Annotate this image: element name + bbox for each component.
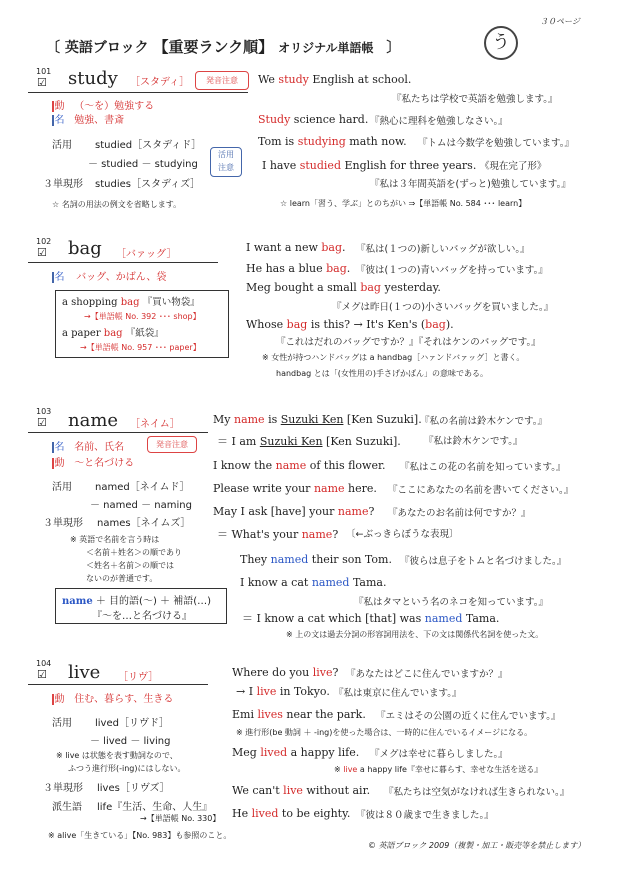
entry-note: ☆ learn「習う、学ぶ」とのちがい ⇒【単語帳 No. 584 ･･･ learn】 [280,199,527,208]
example-sentence: They named their son Tom. [240,553,392,566]
conjugation-past: lived［リヴド］ [95,718,169,729]
checkbox-icon[interactable]: ☑ [37,76,47,89]
example-sentence: Please write your name here. [213,482,377,495]
page-title [46,36,400,57]
meaning-row [52,268,166,283]
pos-noun-icon: 名 [52,272,65,283]
grammar-meaning: 『～を…と名づける』 [92,611,192,622]
third-person-label: ３単現形 [43,518,83,529]
example-sentence: We study English at school. [258,73,412,86]
example-sentence: I know the name of this flower. [213,459,386,472]
checkbox-icon[interactable]: ☑ [37,668,47,681]
example-sentence: Meg bought a small bag yesterday. [246,281,441,294]
third-person-label: ３単現形 [43,783,83,794]
meaning-row [52,454,134,469]
third-person-label: ３単現形 [43,179,83,190]
entry-note: ※ 英語で名前を言う時は [70,535,160,544]
example-translation: 『私は３年間英語を(ずっと)勉強しています。』 [370,179,571,190]
grammar-pattern: name ＋ 目的語(～) ＋ 補語(…) [62,596,212,607]
example-translation: 『彼らは息子をトムと名づけました。』 [400,556,567,567]
conjugation-label: 活用 [52,140,72,151]
pos-verb-icon: 動 [52,101,65,112]
entry-note: ※ alive「生きている」【No. 983】も参照のこと。 [48,831,232,840]
example-sentence: He has a blue bag. [246,262,351,275]
example-sentence: I want a new bag. [246,241,346,254]
example-sentence: Where do you live? [232,666,339,679]
example-translation: 『あなたはどこに住んでいますか？』 [346,669,508,680]
entry-note: ※ 女性が持つハンドバッグは a handbag［ハァンドバァッグ］と書く。 [262,353,525,362]
headword: study [68,68,118,89]
example-translation: 『彼は８０歳まで生きました。』 [356,810,494,821]
entry-note: ※ 上の文は過去分詞の形容詞用法を、下の文は関係代名詞を使った文。 [286,630,544,639]
pos-verb-icon: 動 [52,694,65,705]
headword: name [68,410,119,431]
example-sentence: I have studied English for three years. 《現在完了形》 [262,159,547,172]
entry-number: 104 [36,659,52,668]
example-translation: 『あなたのお名前は何ですか？』 [388,508,531,519]
entry-number: 102 [36,237,52,246]
entry-note: ※ live は状態を表す動詞なので、 [56,751,178,760]
phrase: a shopping bag 『買い物袋』 [62,297,200,308]
title-rank: 【重要ランク順】 [153,38,274,56]
checkbox-icon[interactable]: ☑ [37,246,47,259]
conjugation-forms: － lived － living [90,736,171,747]
example-sentence: We can't live without air. [232,784,371,797]
pronunciation: ［リヴ］ [118,672,159,683]
conjugation-warning-badge: 活用 注意 [210,147,242,177]
phrase: a paper bag 『紙袋』 [62,328,164,339]
entry-note: ☆ 名詞の用法の例文を省略します。 [52,200,182,209]
conjugation-forms: － named － naming [90,500,192,511]
entry-note: handbag とは「(女性用の)手さげかばん」の意味である。 [276,369,488,378]
meaning-row [52,438,124,453]
title-close-bracket: 〕 [386,40,401,56]
copyright-notice: © 英語ブロック 2009（複製・加工・販売等を禁止します） [368,841,586,850]
title-book: オリジナル単語帳 [278,41,374,55]
example-translation: 『ここにあなたの名前を書いてください。』 [388,485,574,496]
pronunciation-warning-badge: 発音注意 [195,71,249,90]
example-translation: 『エミはその公園の近くに住んでいます。』 [376,711,561,722]
entry-note: ※ 進行形(be 動詞 ＋ -ing)を使った場合は、一時的に住んでいるイメージになる。 [236,728,533,737]
title-brand: 英語ブロック [64,40,149,56]
meaning-text: 名前、氏名 [74,442,125,453]
example-translation: 『私はタマという名のネコを知っています。』 [354,597,548,608]
example-translation: 『私は(１つの)新しいバッグが欲しい。』 [356,244,530,255]
mascot-icon: う [484,26,518,60]
example-translation: 『私は東京に住んでいます。』 [334,688,462,699]
example-sentence: Meg lived a happy life. [232,746,360,759]
phrase-reference: →【単語帳 No. 392 ･･･ shop】 [84,312,201,321]
example-sentence: May I ask [have] your name? [213,505,375,518]
headword: live [68,662,101,683]
third-person-form: studies［スタディズ］ [95,179,201,190]
entry-note: ＜姓名＋名前＞の順では [86,561,174,570]
example-translation: 『私たちは空気がなければ生きられない。』 [384,787,570,798]
derivative-word: life『生活、生命、人生』 [97,802,213,813]
example-translation: 『私たちは学校で英語を勉強します。』 [392,94,558,105]
page-number: ３０ページ [540,17,580,26]
pos-verb-icon: 動 [52,458,65,469]
entry-note: ないのが普通です。 [86,574,158,583]
entry-number: 103 [36,407,52,416]
pronunciation: ［スタディ］ [130,77,190,88]
example-sentence: ＝ What's your name? [217,528,339,541]
example-sentence: My name is Suzuki Ken [Ken Suzuki]. [213,413,422,426]
phrase-reference: →【単語帳 No. 957 ･･･ paper】 [80,343,201,352]
example-translation: 『私は鈴木ケンです。』 [424,436,523,447]
example-translation: 『メグは幸せに暮らしました。』 [370,749,508,760]
checkbox-icon[interactable]: ☑ [37,416,47,429]
example-translation: 『私はこの花の名前を知っています。』 [400,462,566,473]
example-translation: 〔←ぶっきらぼうな表現〕 [346,529,459,540]
pos-noun-icon: 名 [52,115,65,126]
derivative-label: 派生語 [52,802,82,813]
conjugation-label: 活用 [52,482,72,493]
conjugation-label: 活用 [52,718,72,729]
conjugation-past: named［ネイムド］ [95,482,190,493]
third-person-form: lives［リヴズ］ [97,783,170,794]
example-translation: 『これはだれのバッグですか？』『それはケンのバッグです。』 [276,337,541,348]
meaning-row [52,97,154,112]
example-sentence: Whose bag is this? → It's Ken's (bag). [246,318,454,331]
meaning-text: （～を）勉強する [74,101,155,112]
entry-note: ふつう進行形(-ing)にはしない。 [68,764,186,773]
example-translation: 『トムは今数学を勉強しています。』 [418,138,574,149]
pronunciation: ［ネイム］ [130,419,180,430]
meaning-row [52,690,173,705]
title-open-bracket: 〔 [46,40,60,56]
example-sentence: I know a cat named Tama. [240,576,387,589]
example-sentence: → I live in Tokyo. [236,685,330,698]
example-sentence: He lived to be eighty. [232,807,351,820]
example-sentence: Tom is studying math now. [258,135,407,148]
headword: bag [68,238,102,259]
example-sentence: ＝ I am Suzuki Ken [Ken Suzuki]. [217,435,401,448]
example-translation: 『彼は(１つの)青いバッグを持っています。』 [356,265,548,276]
pos-noun-icon: 名 [52,442,65,453]
entry-note: ＜名前＋姓名＞の順であり [86,548,182,557]
example-sentence: Study science hard. [258,113,369,126]
conjugation-past: studied［スタディド］ [95,140,202,151]
entry-note: ※ live a happy life『幸せに暮らす、幸せな生活を送る』 [334,765,543,774]
entry-number: 101 [36,67,52,76]
meaning-row [52,111,124,126]
meaning-text: 勉強、書斎 [74,115,125,126]
meaning-text: 住む、暮らす、生きる [74,694,174,705]
example-translation: 『メグは昨日(１つの)小さいバッグを買いました。』 [332,302,554,313]
third-person-form: names［ネイムズ］ [97,518,191,529]
example-translation: 『私の名前は鈴木ケンです。』 [420,416,548,427]
meaning-text: ～と名づける [74,458,135,469]
example-translation: 『熱心に理科を勉強しなさい。』 [370,116,508,127]
conjugation-forms: － studied － studying [88,159,198,170]
example-sentence: Emi lives near the park. [232,708,366,721]
pronunciation-warning-badge: 発音注意 [147,436,197,453]
example-sentence: ＝ I know a cat which [that] was named Tama. [242,612,500,625]
derivative-reference: →【単語帳 No. 330】 [140,814,221,823]
meaning-text: バッグ、かばん、袋 [76,272,167,283]
pronunciation: ［バァッグ］ [116,249,177,260]
